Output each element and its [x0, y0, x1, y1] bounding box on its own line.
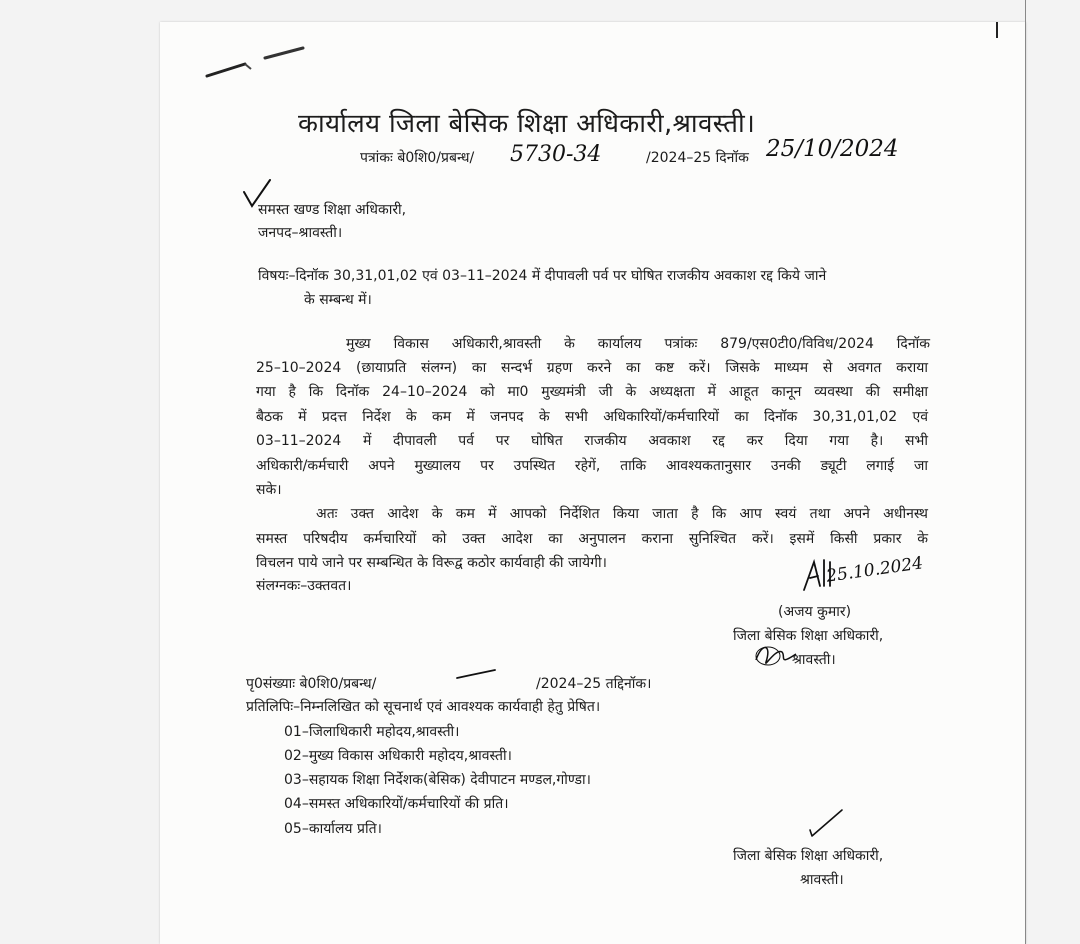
para2-line-3: विचलन पाये जाने पर सम्बन्धित के विरूद्व कठोर कार्यवाही की जायेगी। — [256, 555, 607, 571]
para1-line-6: अधिकारी/कर्मचारी अपने मुख्यालय पर उपस्थित रहेगें, ताकि आवश्यकतानुसार उनकी ड्यूटी लगाई जा — [256, 458, 928, 474]
signatory-place: श्रावस्ती। — [792, 652, 836, 668]
signature-date: 25.10.2024 — [825, 553, 925, 587]
endorsement-ref-year: /2024–25 तद्दिनॉक। — [536, 676, 652, 692]
closing-place: श्रावस्ती। — [800, 872, 844, 888]
para1-line-1: मुख्य विकास अधिकारी,श्रावस्ती के कार्यालय पत्रांकः 879/एस0टी0/विविध/2024 दिनॉक — [346, 336, 930, 352]
copy-item: 03–सहायक शिक्षा निर्देशक(बेसिक) देवीपाटन मण्डल,गोण्डा। — [284, 772, 591, 788]
tick-mark-icon — [455, 666, 499, 682]
copy-item: 02–मुख्य विकास अधिकारी महोदय,श्रावस्ती। — [284, 748, 512, 764]
signatory-designation: जिला बेसिक शिक्षा अधिकारी, — [733, 628, 884, 644]
endorsement-ref-prefix: पृ0संख्याः बे0शि0/प्रबन्ध/ — [246, 676, 377, 692]
para1-line-5: 03–11–2024 में दीपावली पर्व पर घोषित राजकीय अवकाश रद्द कर दिया गया है। सभी — [256, 433, 928, 449]
reference-year-date-label: /2024–25 दिनॉक — [646, 150, 749, 166]
para2-line-1: अतः उक्त आदेश के कम में आपको निर्देशित किया जाता है कि आप स्वयं तथा अपने अधीनस्थ — [316, 506, 928, 522]
subject-line-1: विषयः–दिनॉक 30,31,01,02 एवं 03–11–2024 में दीपावली पर्व पर घोषित राजकीय अवकाश रद्द किये जाने — [258, 268, 827, 284]
page-edge-mark — [996, 22, 998, 38]
staple-icon — [195, 40, 315, 85]
para1-line-7: सके। — [256, 482, 282, 498]
copy-item: 05–कार्यालय प्रति। — [284, 821, 382, 837]
copy-item: 01–जिलाधिकारी महोदय,श्रावस्ती। — [284, 724, 460, 740]
para2-line-2: समस्त परिषदीय कर्मचारियों को उक्त आदेश का अनुपालन कराना सुनिश्चित करें। इसमें किसी प्रकार के — [256, 531, 928, 547]
para1-line-4: बैठक में प्रदत्त निर्देश के कम में जनपद के सभी अधिकारियों/कर्मचारियों का दिनॉक 30,31,01,02 एवं — [256, 409, 928, 425]
enclosure-line: संलग्नकः–उक्तवत। — [256, 578, 352, 594]
para1-line-3: गया है कि दिनॉक 24–10–2024 को मा0 मुख्यमंत्री जी के अध्यक्षता में आहूत कानून व्यवस्था की समीक्षा — [256, 384, 928, 400]
page-edge-line — [1025, 0, 1026, 944]
para1-line-2: 25–10–2024 (छायाप्रति संलग्न) का सन्दर्भ ग्रहण करने का कष्ट करें। जिसके माध्यम से अवगत कराया — [256, 360, 928, 376]
addressee-line-1: समस्त खण्ड शिक्षा अधिकारी, — [258, 202, 407, 218]
handwritten-reference-number: 5730-34 — [510, 142, 602, 167]
office-title: कार्यालय जिला बेसिक शिक्षा अधिकारी,श्रावस्ती। — [298, 109, 756, 139]
reference-prefix: पत्रांकः बे0शि0/प्रबन्ध/ — [360, 150, 475, 166]
copy-to-line: प्रतिलिपिः–निम्नलिखित को सूचनार्थ एवं आवश्यक कार्यवाही हेतु प्रेषित। — [246, 699, 601, 715]
addressee-line-2: जनपद–श्रावस्ती। — [258, 225, 343, 241]
subject-line-2: के सम्बन्ध में। — [304, 292, 372, 308]
closing-designation: जिला बेसिक शिक्षा अधिकारी, — [733, 848, 884, 864]
handwritten-date: 25/10/2024 — [766, 136, 899, 162]
copy-item: 04–समस्त अधिकारियों/कर्मचारियों की प्रति। — [284, 796, 509, 812]
signatory-name: (अजय कुमार) — [778, 604, 852, 620]
initial-stroke-icon — [808, 806, 848, 838]
